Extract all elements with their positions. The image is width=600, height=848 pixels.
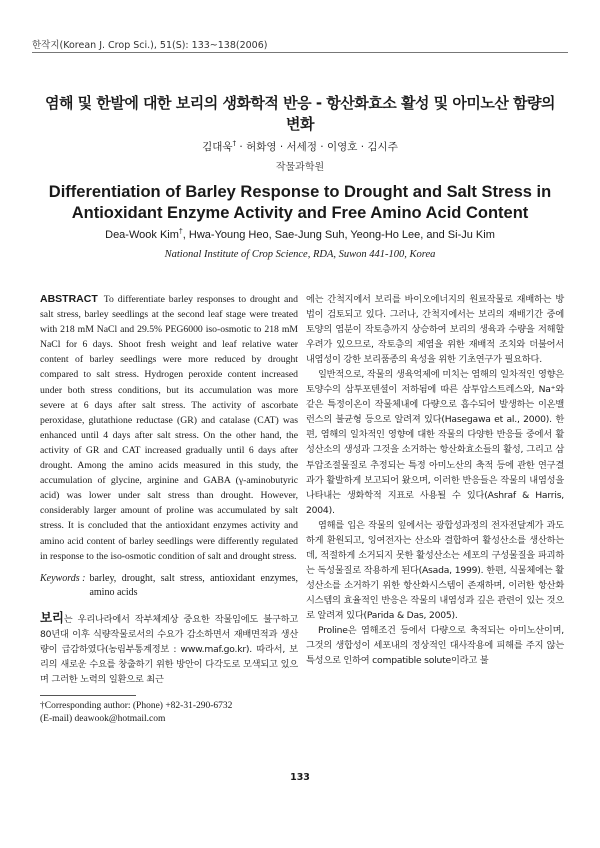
footnote-email: (E-mail) deawook@hotmail.com [40,714,166,724]
keywords [40,572,298,600]
paragraph: 염해를 입은 작물의 잎에서는 광합성과정의 전자전달계가 과도하게 환원되고, 잉여전자는 산소와 결합하여 활성산소를 생산하는데, 적절하게 소거되지 못한 활성산소는 세포의 구성물질을 파괴하는 독성물질로 작용하게 된다(Asada, 1999). 한편, 식물체에는 활성산소를 소거하기 위한 항산화시스템이 존재하며, 이러한 항산화시스템의 효율적인 반응은 작물의 내염성과 깊은 관련이 있는 것으로 알려져 있다(Parida & Das, 2005). [306,519,564,621]
korean-authors [40,139,560,154]
right-column [306,292,564,668]
corresponding-mark-en: † [178,228,183,236]
paragraph: 에는 간척지에서 보리를 바이오에너지의 원료작물로 재배하는 방법이 검토되고 있다. 그러나, 간척지에서는 보리의 재배기간 중에 토양의 염분이 작토층까지 상승하여 보리의 생육과 수량을 저해할 우려가 있으므로, 작토층의 제염을 위한 재배적 조치와 더불어서 내염성이 강한 보리품종의 육성을 위한 기초연구가 필요하다. [306,294,564,366]
corresponding-mark: † [232,139,237,148]
english-title: Differentiation of Barley Response to Drought and Salt Stress in Antioxidant Enzyme Activity and Free Amino Acid Content [48,183,552,222]
footnote [40,700,232,726]
keywords-text: barley, drought, salt stress, antioxidant enzymes, amino acids [89,572,298,598]
english-affiliation: National Institute of Crop Science, RDA, Suwon 441-100, Korea [164,249,436,260]
intro-lead-word: 보리 [40,609,64,625]
english-first-author: Dea-Wook Kim [105,229,179,241]
korean-affiliation: 작물과학원 [275,162,325,173]
header-rule [32,52,568,53]
page-number: 133 [290,772,310,783]
paragraph: Proline은 염해조건 등에서 다량으로 축적되는 아미노산이며, 그것의 생합성이 세포내의 정상적인 대사작용에 피해를 주지 않는 특성으로 인하여 compatible solute이라고 불 [306,625,564,667]
english-coauthors: , Hwa-Young Heo, Sae-Jung Suh, Yeong-Ho Lee, and Si-Ju Kim [182,229,495,241]
english-authors [36,229,564,241]
introduction-start [40,610,298,687]
abstract-heading: ABSTRACT [40,293,98,305]
abstract [40,292,298,564]
korean-coauthors: · 허화영 · 서세정 · 이영호 · 김시주 [236,141,398,153]
korean-title: 염해 및 한발에 대한 보리의 생화학적 반응 - 항산화효소 활성 및 아미노산 함량의 변화 [44,94,556,133]
journal-header: 한작지(Korean J. Crop Sci.), 51(S): 133~138(2006) [32,40,268,51]
left-column [40,292,298,687]
paragraph: 일반적으로, 작물의 생육억제에 미치는 염해의 일차적인 영향은 토양수의 삼투포텐셜이 저하됨에 따른 삼투압스트레스와, Na⁺와 같은 특정이온이 작물체내에 다량으로 흡수되어 발생하는 이온밸런스의 불균형 등으로 알려져 있다(Hasegawa et al., 2000). 한편, 염해의 일차적인 영향에 대한 작물의 다양한 반응들 중에서 활성산소의 생성과 그것을 소거하는 항산화효소들의 활성, 그리고 삼투압조절물질로 추정되는 특정 아미노산의 축적 등에 관한 연구결과가 활발하게 보고되어 왔으며, 이러한 반응들은 작물의 내염성을 나타내는 생화학적 지표로 사용될 수 있다(Ashraf & Harris, 2004). [306,369,564,516]
footnote-rule [40,695,136,696]
korean-first-author: 김대욱 [202,141,233,153]
keywords-label: Keywords : [40,572,86,584]
abstract-text: To differentiate barley responses to drought and salt stress, barley seedlings at the second leaf stage were treated with 218 mM NaCl and 29.5% PEG6000 iso-osmotic to 218 mM NaCl for 6 days. Shoot fresh weight and leaf relative water content of barley seedlings were more reduced by drought compared to salt stress. Hydrogen peroxide content increased under both stress conditions, but its accumulation was more severe at 6 days after salt stress. The activity of ascorbate peroxidase, glutathione reductase (GR) and catalase (CAT) was enhanced until 4 days after salt stress. On the other hand, the activity of GR and CAT increased gradually until 6 days after drought. Among the amino acids measured in this study, the accumulation of glycine, arginine and GABA (γ-aminobutyric acid) was lower under salt stress than drought. However, considerably larger amount of proline was accumulated by salt stress. It is concluded that the antioxidant enzymes activity and amino acid content of barley seedlings were differently regulated in response to the iso-osmotic condition of salt and drought stress. [40,294,298,562]
intro-text: 는 우리나라에서 작부체계상 중요한 작물임에도 불구하고 80년대 이후 식량작물로서의 수요가 감소하면서 재배면적과 생산량이 급감하였다(농림부통계정보 : www.maf.go.kr). 따라서, 보리의 새로운 수요를 창출하기 위한 방안이 다각도로 모색되고 있으며 그러한 노력의 일환으로 최근 [40,613,298,685]
footnote-author: †Corresponding author: (Phone) +82-31-290-6732 [40,701,233,711]
